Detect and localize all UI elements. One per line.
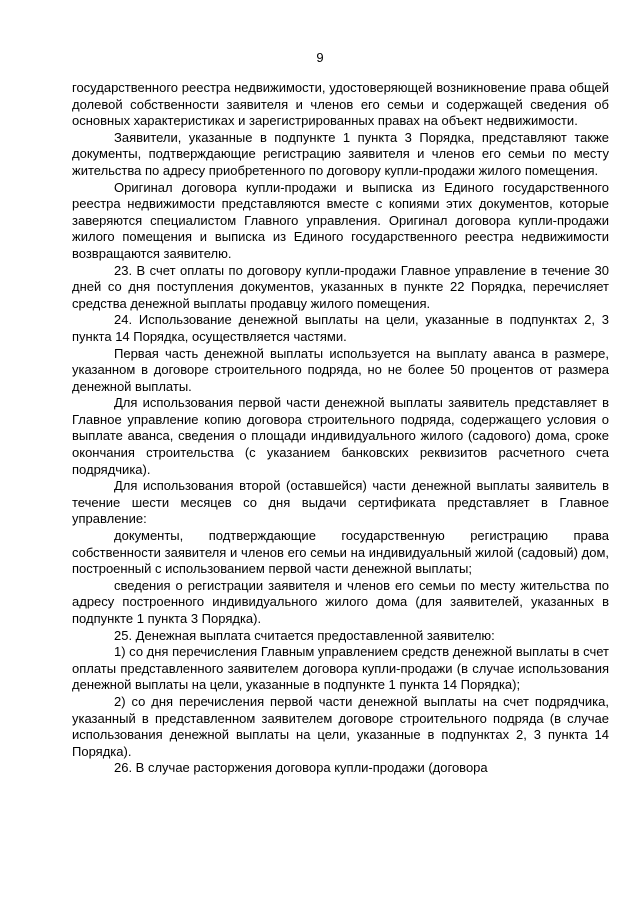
paragraph: Первая часть денежной выплаты используется на выплату аванса в размере, указанном в договоре строительного подряда, но не более 50 процентов от размера денежной выплаты. [72, 345, 609, 394]
paragraph-item-23: 23. В счет оплаты по договору купли-продажи Главное управление в течение 30 дней со дня поступления документов, указанных в пункте 22 Порядка, перечисляет средства денежной выплаты продавцу жилого помещения. [72, 262, 609, 311]
page-number: 9 [316, 50, 324, 65]
paragraph-continuation: государственного реестра недвижимости, удостоверяющей возникновение права общей долевой собственности заявителя и членов его семьи и содержащей сведения об основных характеристиках и зарегистрированных правах на объект недвижимости. [72, 80, 609, 129]
paragraph-subitem-2: 2) со дня перечисления первой части денежной выплаты на счет подрядчика, указанный в представленном заявителем договоре строительного подряда (в случае использования денежной выплаты на цели, указанные в подпунктах 2, 3 пункта 14 Порядка). [72, 693, 609, 759]
paragraph-item-25: 25. Денежная выплата считается предоставленной заявителю: [114, 627, 495, 643]
paragraph: Для использования второй (оставшейся) части денежной выплаты заявитель в течение шести месяцев со дня выдачи сертификата представляет в Главное управление: [72, 478, 609, 527]
paragraph: Для использования первой части денежной выплаты заявитель представляет в Главное управление копию договора строительного подряда, содержащего условия о выплате аванса, сведения о площади индивидуального жилого (садового) дома, сроке окончания строительства (с указанием банковских реквизитов расчетного счета подрядчика). [72, 395, 609, 477]
paragraph-item-26: 26. В случае расторжения договора купли-продажи (договора [114, 760, 488, 776]
document-body [72, 80, 609, 777]
paragraph: документы, подтверждающие государственную регистрацию права собственности заявителя и членов его семьи на индивидуальный жилой (садовый) дом, построенный с использованием первой части денежной выплаты; [72, 528, 609, 577]
paragraph-item-24: 24. Использование денежной выплаты на цели, указанные в подпунктах 2, 3 пункта 14 Порядка, осуществляется частями. [72, 312, 609, 344]
paragraph: Заявители, указанные в подпункте 1 пункта 3 Порядка, представляют также документы, подтверждающие регистрацию заявителя и членов его семьи по месту жительства по адресу приобретенного по договору купли-продажи жилого помещения. [72, 129, 609, 178]
paragraph: Оригинал договора купли-продажи и выписка из Единого государственного реестра недвижимости представляются вместе с копиями этих документов, которые заверяются специалистом Главного управления. Оригинал договора купли-продажи жилого помещения и выписка из Единого государственного реестра недвижимости возвращаются заявителю. [72, 179, 609, 261]
paragraph-subitem-1: 1) со дня перечисления Главным управлением средств денежной выплаты в счет оплаты представленного заявителем договора купли-продажи (в случае использования денежной выплаты на цели, указанные в подпункте 1 пункта 14 Порядка); [72, 644, 609, 693]
paragraph: сведения о регистрации заявителя и членов его семьи по месту жительства по адресу построенного индивидуального жилого дома (для заявителей, указанных в подпункте 1 пункта 3 Порядка). [72, 577, 609, 626]
